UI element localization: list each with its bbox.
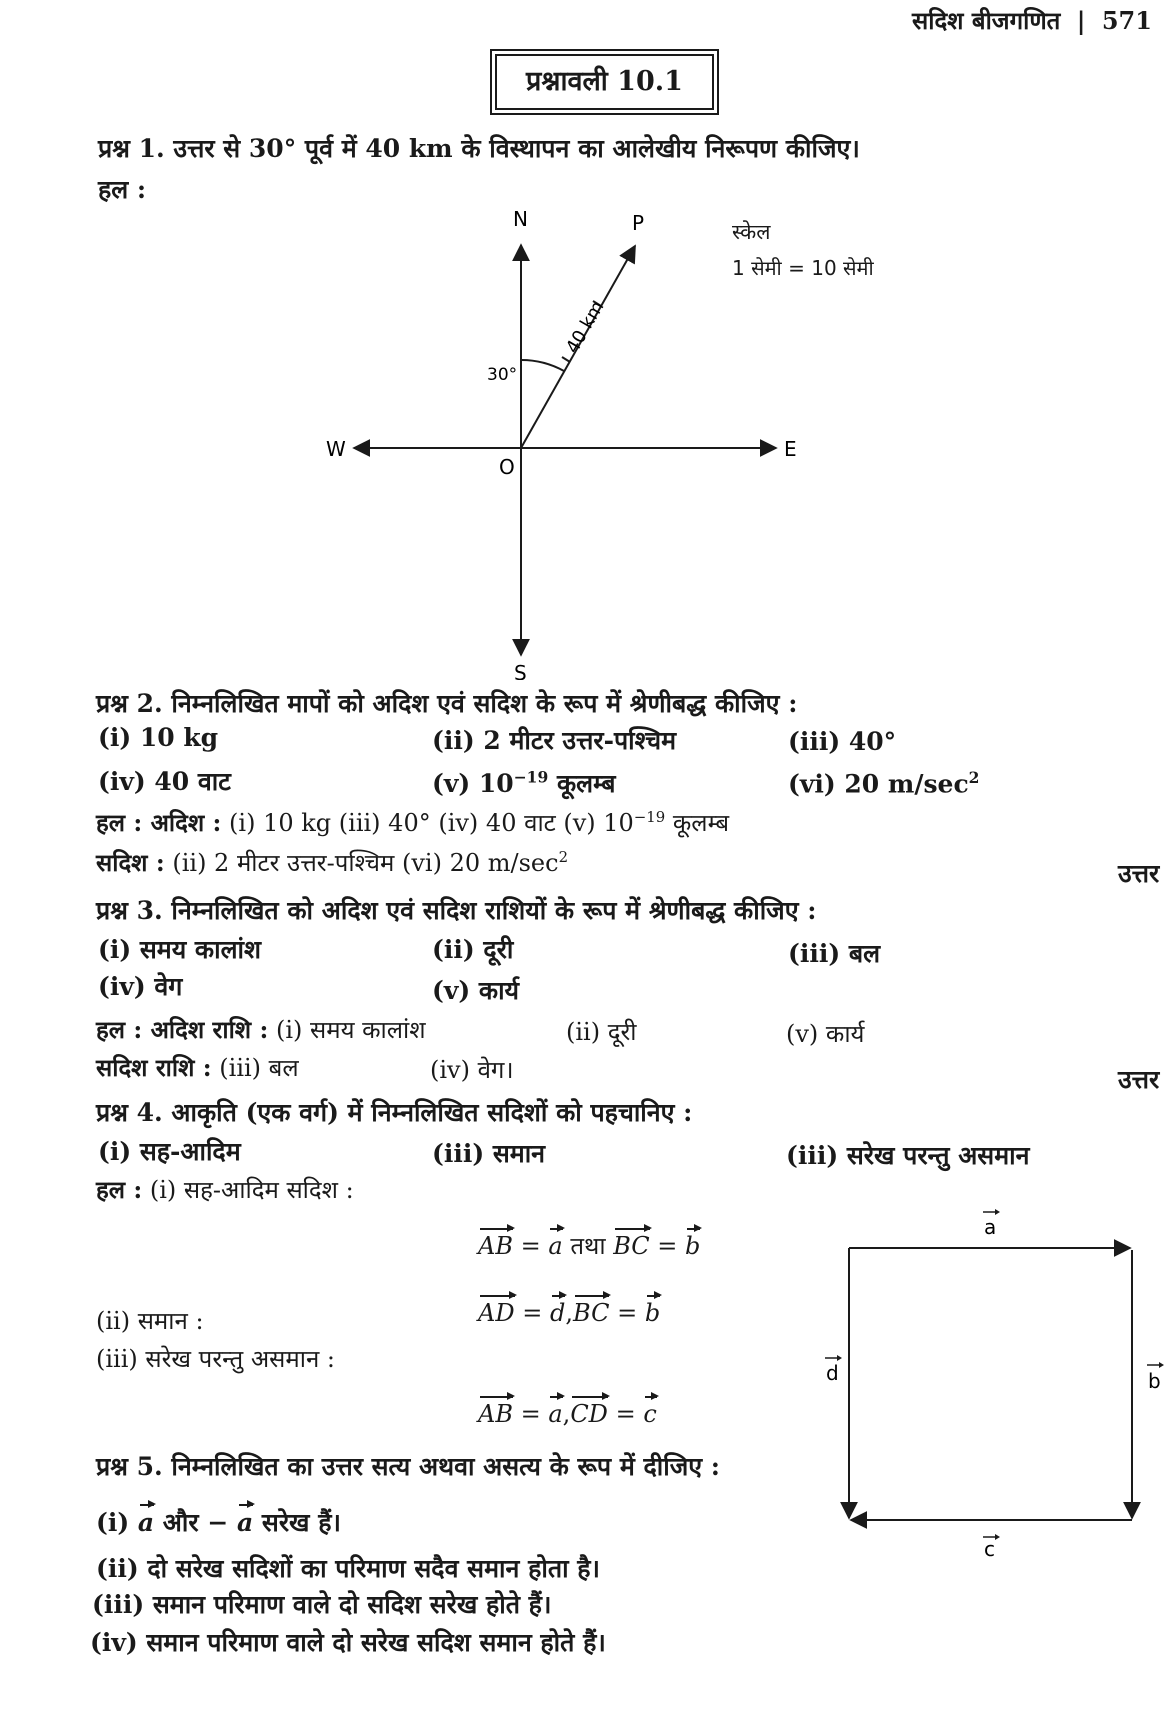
chapter-title: सदिश बीजगणित | 571 <box>912 6 1152 35</box>
q3-option-1: (i) समय कालांश <box>98 935 262 964</box>
label-angle: 30° <box>487 365 518 385</box>
q3-solution-scalar-2: (ii) दूरी <box>566 1018 637 1046</box>
scale-title: स्केल <box>732 220 771 244</box>
svg-text:b: b <box>1148 1369 1161 1393</box>
label-vector-a <box>983 1209 1000 1239</box>
label-origin: O <box>499 455 515 479</box>
q3-solution-scalar-3: (v) कार्य <box>786 1020 865 1048</box>
q3-option-4: (iv) वेग <box>98 972 183 1001</box>
label-south: S <box>514 661 527 680</box>
angle-arc <box>521 360 564 371</box>
scale-value: 1 सेमी = 10 सेमी <box>732 256 874 280</box>
label-east: E <box>784 437 797 461</box>
header-separator: | <box>1076 6 1086 35</box>
label-vector-d <box>825 1355 842 1385</box>
q4-option-3: (iii) सरेख परन्तु असमान <box>786 1141 1030 1170</box>
q4-equation-3: AB = a,CD = c <box>478 1394 657 1428</box>
q3-answer-tag: उत्तर <box>1118 1065 1160 1094</box>
label-vector-b <box>1147 1362 1164 1393</box>
page-number: 571 <box>1101 6 1152 35</box>
question-3: प्रश्न 3. निम्नलिखित को अदिश एवं सदिश राशियों के रूप में श्रेणीबद्ध कीजिए : <box>96 896 817 925</box>
q2-option-6: (vi) 20 $m/\sec^2$ <box>788 768 980 799</box>
q5-statement-2: (ii) दो सरेख सदिशों का परिमाण सदैव समान होता है। <box>96 1554 601 1583</box>
svg-text:a: a <box>984 1215 997 1239</box>
exercise-title: प्रश्नावली 10.1 <box>495 54 714 110</box>
label-length: 40 km <box>561 297 609 358</box>
q5-statement-3: (iii) समान परिमाण वाले दो सदिश सरेख होते हैं। <box>92 1590 552 1619</box>
q2-solution-scalar: हल : अदिश : (i) 10 kg (iii) 40° (iv) 40 वाट (v) $10^{-19}$ कूलम्ब <box>96 808 730 837</box>
q3-solution-scalar: हल : अदिश राशि : (i) समय कालांश <box>96 1015 426 1044</box>
svg-text:d: d <box>826 1361 839 1385</box>
q4-solution-ii: (ii) समान : <box>96 1307 204 1335</box>
q3-option-2: (ii) दूरी <box>432 935 514 964</box>
label-west: W <box>326 437 346 461</box>
q3-solution-vector-2: (iv) वेग। <box>430 1056 514 1084</box>
q4-solution-iii: (iii) सरेख परन्तु असमान : <box>96 1345 335 1373</box>
q3-solution-vector: सदिश राशि : (iii) बल <box>96 1053 299 1082</box>
q3-option-3: (iii) बल <box>788 939 881 968</box>
q3-option-5: (v) कार्य <box>432 976 520 1005</box>
label-north: N <box>513 210 528 231</box>
q2-option-3: (iii) 40° <box>788 727 897 756</box>
question-2: प्रश्न 2. निम्नलिखित मापों को अदिश एवं सदिश के रूप में श्रेणीबद्ध कीजिए : <box>96 689 798 718</box>
q5-statement-4: (iv) समान परिमाण वाले दो सरेख सदिश समान होते हैं। <box>90 1628 606 1657</box>
q1-solution-label: हल : <box>98 175 147 204</box>
q4-equation-1: AB = a तथा BC = b <box>478 1226 700 1262</box>
q5-statement-1: (i) a और − a सरेख हैं। <box>96 1502 341 1539</box>
q4-equation-2: AD = d,BC = b <box>478 1293 660 1327</box>
question-1: प्रश्न 1. उत्तर से 30° पूर्व में 40 km के विस्थापन का आलेखीय निरूपण कीजिए। <box>98 134 860 163</box>
q2-answer-tag: उत्तर <box>1118 859 1160 888</box>
q4-option-2: (iii) समान <box>432 1139 546 1168</box>
square-diagram <box>810 1200 1170 1560</box>
q2-option-1: (i) 10 kg <box>98 723 219 752</box>
q2-option-2: (ii) 2 मीटर उत्तर-पश्चिम <box>432 726 677 755</box>
q4-option-1: (i) सह-आदिम <box>98 1137 241 1166</box>
label-p: P <box>632 211 645 235</box>
question-5: प्रश्न 5. निम्नलिखित का उत्तर सत्य अथवा असत्य के रूप में दीजिए : <box>96 1452 721 1481</box>
svg-text:c: c <box>984 1537 995 1560</box>
q2-option-5: (v) $10^{-19}$ कूलम्ब <box>432 767 616 798</box>
q4-solution-i: हल : (i) सह-आदिम सदिश : <box>96 1175 354 1204</box>
q2-solution-vector: सदिश : (ii) 2 मीटर उत्तर-पश्चिम (vi) 20 $m/\sec^2$ <box>96 848 569 877</box>
q2-option-4: (iv) 40 वाट <box>98 767 231 796</box>
question-4: प्रश्न 4. आकृति (एक वर्ग) में निम्नलिखित सदिशों को पहचानिए : <box>96 1098 693 1127</box>
label-vector-c <box>983 1534 1000 1560</box>
